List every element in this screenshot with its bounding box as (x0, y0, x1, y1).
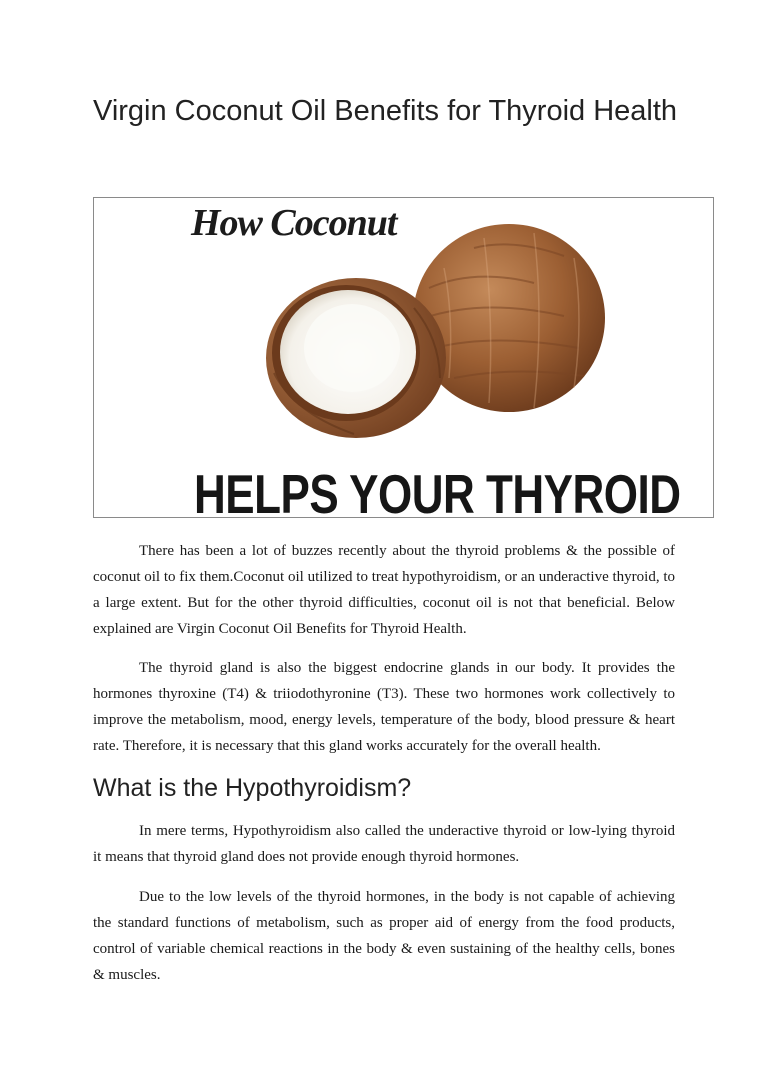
coconut-figure (93, 197, 714, 518)
half-coconut (266, 278, 446, 438)
figure-bottom-caption: HELPS YOUR THYROID (194, 464, 681, 518)
figure-top-caption: How Coconut (191, 202, 397, 244)
section-paragraph-2: Due to the low levels of the thyroid hormones, in the body is not capable of achieving the standard functions of metabolism, such as proper aid of energy from the food products, control of variable chemical reactions in the body & even sustaining of the healthy cells, bones & muscles. (93, 889, 675, 983)
section-paragraph-1: In mere terms, Hypothyroidism also called the underactive thyroid or low-lying thyroid it means that thyroid gland does not provide enough thyroid hormones. (93, 823, 675, 865)
intro-paragraph-2: The thyroid gland is also the biggest endocrine glands in our body. It provides the hormones thyroxine (T4) & triiodothyronine (T3). These two hormones work collectively to improve the metabolism, mood, energy levels, temperature of the body, blood pressure & heart rate. Therefore, it is necessary that this gland works accurately for the overall health. (93, 660, 675, 754)
whole-coconut (413, 224, 605, 412)
intro-paragraph-1: There has been a lot of buzzes recently about the thyroid problems & the possible of coconut oil to fix them.Coconut oil utilized to treat hypothyroidism, or an underactive thyroid, to a large extent. But for the other thyroid difficulties, coconut oil is not that beneficial. Below explained are Virgin Coconut Oil Benefits for Thyroid Health. (93, 543, 675, 637)
section-heading: What is the Hypothyroidism? (93, 774, 412, 802)
page-title: Virgin Coconut Oil Benefits for Thyroid Health (93, 95, 678, 127)
